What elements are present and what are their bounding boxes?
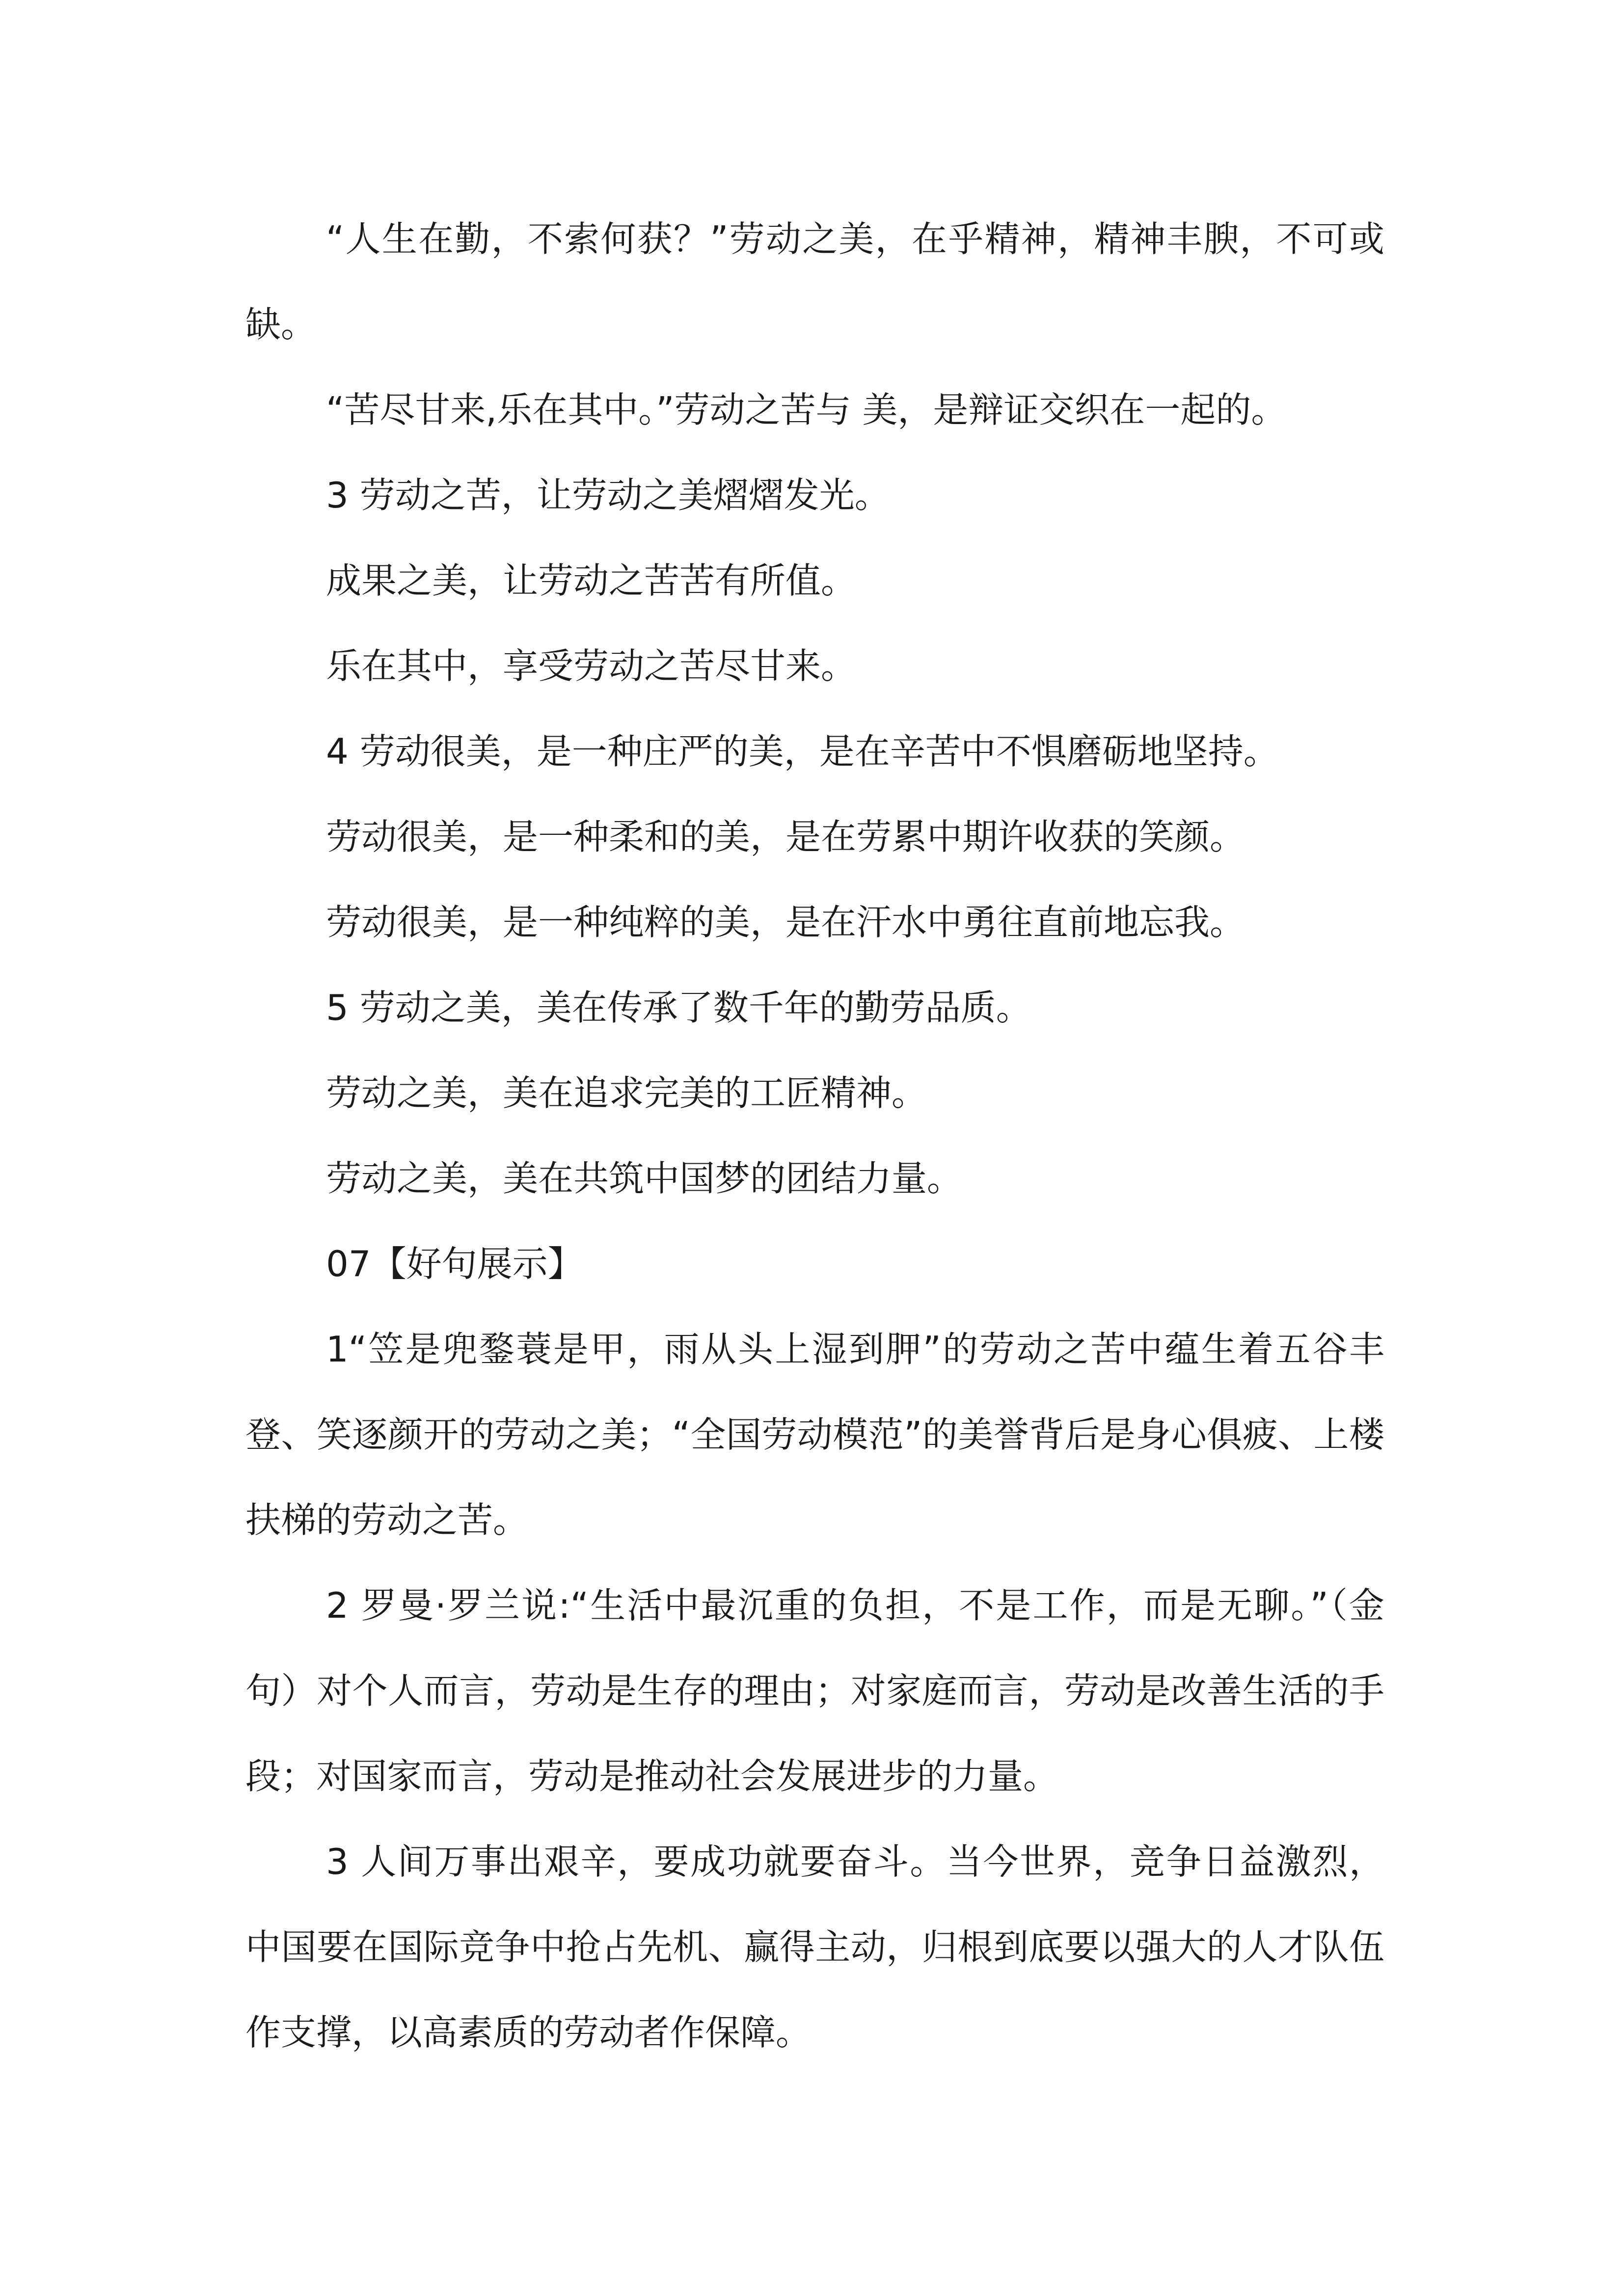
paragraph-10: 劳动之美，美在追求完美的工匠精神。 — [326, 1072, 927, 1114]
paragraph-1: “人生在勤，不索何获？”劳动之美，在乎精神，精神丰腴，不可或缺。 — [245, 218, 1384, 345]
paragraph-5: 乐在其中，享受劳动之苦尽甘来。 — [326, 645, 857, 687]
section-heading: 07【好句展示】 — [326, 1243, 583, 1284]
paragraph-6: 4 劳动很美，是一种庄严的美，是在辛苦中不惧磨砺地坚持。 — [326, 731, 1279, 772]
body-text — [245, 196, 1384, 2075]
paragraph-13: 1“笠是兜鍪蓑是甲，雨从头上湿到胛”的劳动之苦中蕴生着五谷丰登、笑逐颜开的劳动之美；“全国劳动模范”的美誉背后是身心俱疲、上楼扶梯的劳动之苦。 — [245, 1329, 1384, 1541]
paragraph-7: 劳动很美，是一种柔和的美，是在劳累中期许收获的笑颜。 — [326, 816, 1245, 857]
paragraph-4: 成果之美，让劳动之苦苦有所值。 — [326, 560, 857, 601]
paragraph-3: 3 劳动之苦，让劳动之美熠熠发光。 — [326, 475, 890, 516]
paragraph-9: 5 劳动之美，美在传承了数千年的勤劳品质。 — [326, 987, 1031, 1028]
paragraph-8: 劳动很美，是一种纯粹的美，是在汗水中勇往直前地忘我。 — [326, 902, 1245, 943]
paragraph-14: 2 罗曼·罗兰说:“生活中最沉重的负担，不是工作，而是无聊。”（金句）对个人而言，劳动是生存的理由；对家庭而言，劳动是改善生活的手段；对国家而言，劳动是推动社会发展进步的力量。 — [245, 1585, 1384, 1797]
paragraph-11: 劳动之美，美在共筑中国梦的团结力量。 — [326, 1158, 963, 1199]
paragraph-2: “苦尽甘来,乐在其中。”劳动之苦与 美，是辩证交织在一起的。 — [326, 389, 1287, 430]
paragraph-15: 3 人间万事出艰辛，要成功就要奋斗。当今世界，竞争日益激烈，中国要在国际竞争中抢占先机、赢得主动，归根到底要以强大的人才队伍作支撑，以高素质的劳动者作保障。 — [245, 1841, 1384, 2053]
